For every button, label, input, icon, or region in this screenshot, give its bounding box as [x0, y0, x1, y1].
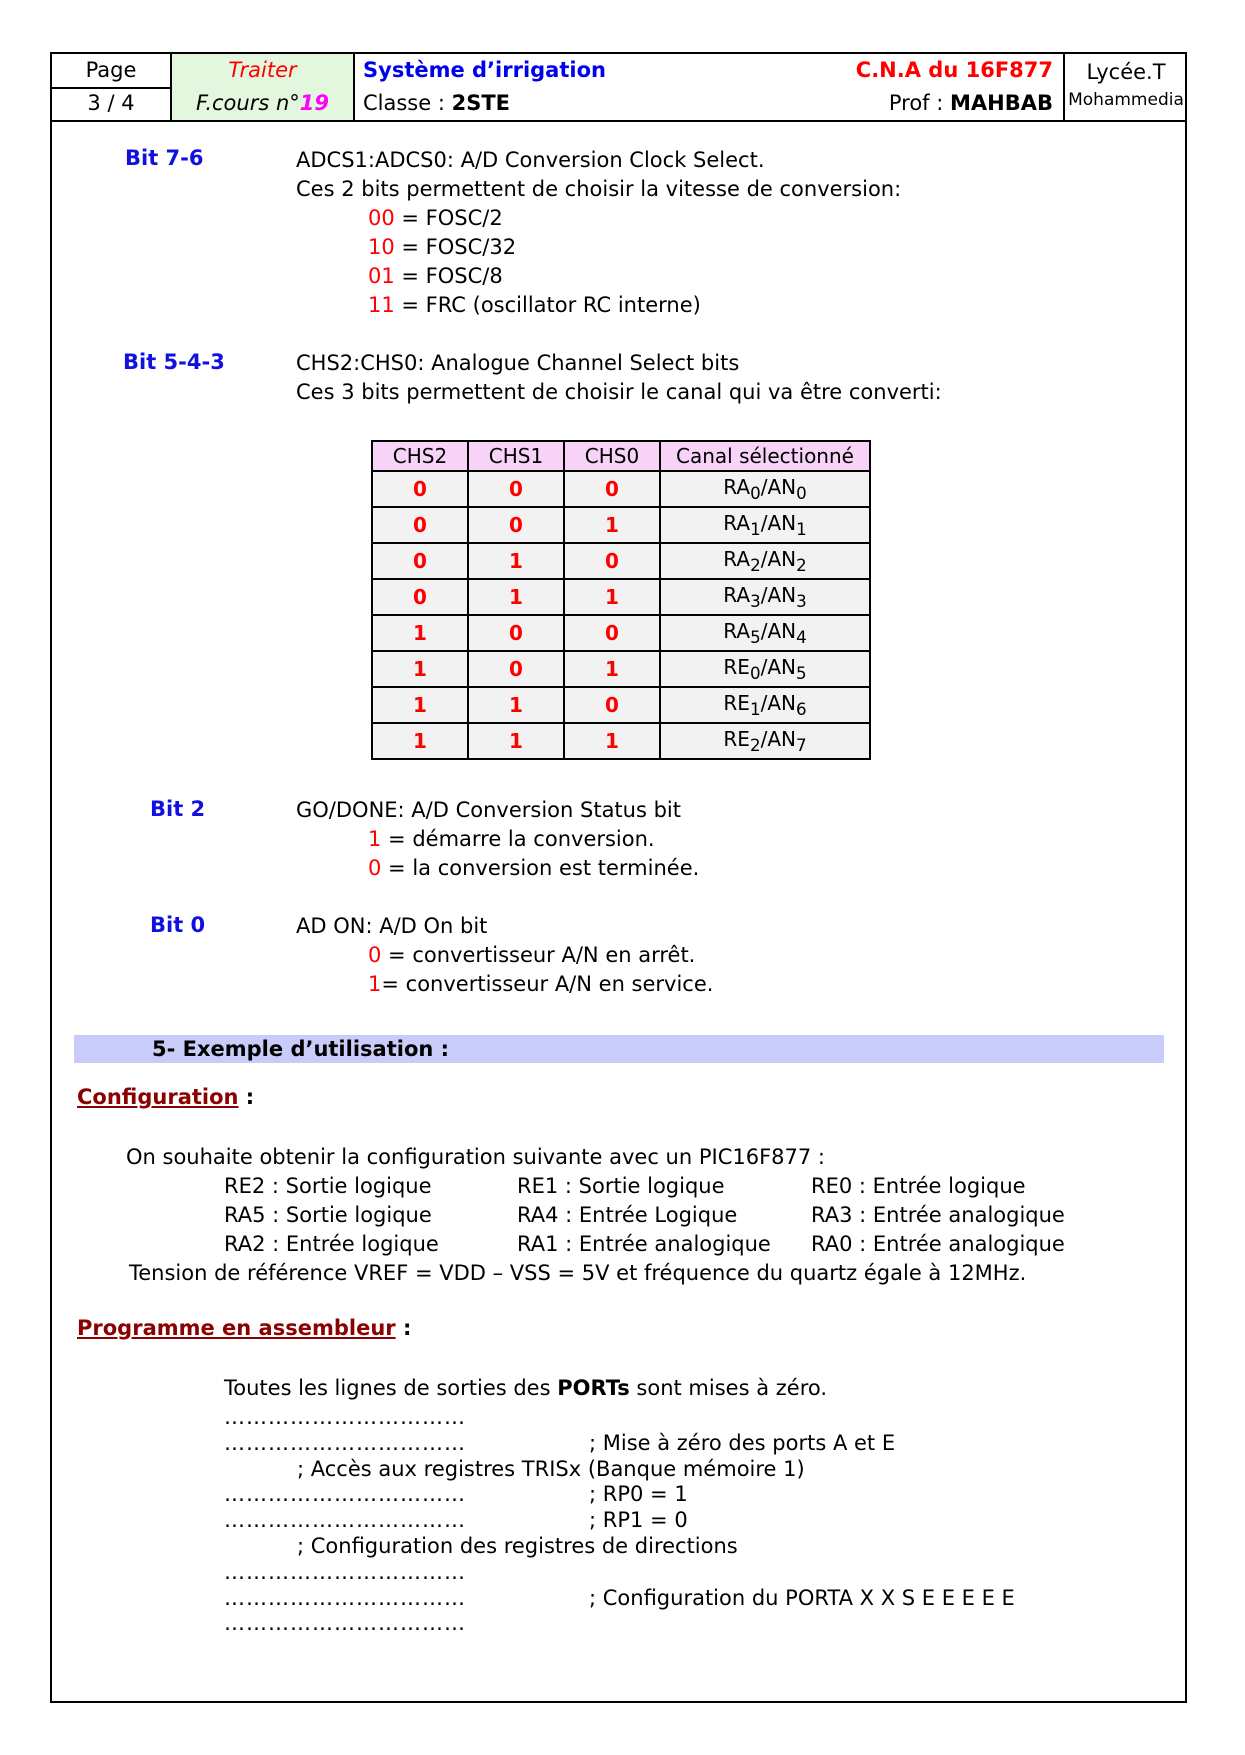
option-code: 0 [368, 943, 382, 967]
config-pin: RA2 : Entrée logique [224, 1232, 439, 1256]
course-prefix: F.cours n° [195, 91, 300, 115]
analog-name: AN [767, 727, 796, 751]
port-name: RE [723, 655, 750, 679]
port-index: 0 [749, 664, 761, 683]
bit-value-cell: 0 [564, 687, 660, 723]
option-text: = FRC (oscillator RC interne) [394, 293, 701, 317]
option-text: = la conversion est terminée. [381, 856, 700, 880]
school-city: Mohammedia [1068, 90, 1184, 110]
separator: / [760, 655, 768, 679]
channel-select-table [371, 440, 871, 760]
intro-bold: PORTs [557, 1376, 630, 1400]
class-value: 2STE [451, 91, 510, 115]
page-header [52, 54, 1185, 122]
separator: / [760, 727, 768, 751]
intro-text: Toutes les lignes de sorties des [224, 1376, 558, 1400]
heading-colon: : [238, 1085, 255, 1109]
code-comment: ; RP1 = 0 [589, 1508, 688, 1533]
bit-value-cell: 0 [372, 507, 468, 543]
bit-value-cell: 0 [372, 543, 468, 579]
option-code: 1 [368, 827, 382, 851]
code-comment: ; Accès aux registres TRISx (Banque mémoire 1) [297, 1456, 805, 1481]
page-label: Page [52, 54, 170, 89]
program-heading [77, 1316, 411, 1340]
separator: / [760, 547, 768, 571]
header-page-cell [52, 54, 172, 120]
table-row [372, 687, 870, 723]
configuration-heading-text: Configuration [77, 1085, 239, 1109]
analog-name: AN [767, 475, 797, 499]
bit0-label: Bit 0 [150, 913, 206, 937]
table-row [372, 471, 870, 507]
course-ref [172, 87, 353, 120]
separator: / [760, 475, 768, 499]
analog-index: 4 [796, 628, 807, 647]
port-index: 1 [749, 700, 761, 719]
section-5-title: 5- Exemple d’utilisation : [152, 1037, 450, 1061]
bit-value-cell: 1 [372, 723, 468, 759]
bit76-option [368, 291, 701, 319]
option-code: 11 [368, 293, 395, 317]
bit-value-cell: 0 [564, 543, 660, 579]
bit2-option [368, 825, 655, 853]
bit-value-cell: 0 [564, 615, 660, 651]
program-heading-text: Programme en assembleur [77, 1316, 396, 1340]
option-text: = convertisseur A/N en arrêt. [381, 943, 696, 967]
port-index: 5 [750, 628, 761, 647]
analog-index: 6 [795, 700, 807, 719]
bit-value-cell: 1 [468, 723, 564, 759]
analog-name: AN [767, 655, 796, 679]
option-text: = convertisseur A/N en service. [381, 972, 714, 996]
separator: / [760, 691, 768, 715]
bit-value-cell: 0 [372, 471, 468, 507]
page-number: 3 / 4 [87, 91, 135, 115]
port-name: RA [723, 619, 751, 643]
system-title: Système d’irrigation [363, 58, 606, 82]
bit-value-cell: 0 [468, 507, 564, 543]
separator: / [760, 619, 768, 643]
prof [889, 87, 1053, 120]
channel-cell [660, 471, 870, 507]
blank-code-line: …………………………… [224, 1508, 466, 1533]
bit-value-cell: 0 [468, 471, 564, 507]
school-name: Lycée.T [1086, 60, 1166, 84]
blank-code-line: …………………………… [224, 1430, 466, 1455]
course-number: 19 [299, 91, 330, 115]
bit-value-cell: 1 [372, 687, 468, 723]
analog-name: AN [767, 511, 797, 535]
analog-index: 7 [795, 736, 807, 755]
analog-index: 5 [795, 664, 807, 683]
blank-code-line: …………………………… [224, 1559, 466, 1584]
channel-cell [660, 687, 870, 723]
bit76-option [368, 233, 516, 261]
class-row [355, 87, 1063, 120]
column-header: CHS2 [372, 441, 468, 471]
prof-name: MAHBAB [950, 91, 1053, 115]
config-pin: RA5 : Sortie logique [224, 1203, 432, 1227]
treat-label: Traiter [228, 58, 297, 82]
config-pin: RA4 : Entrée Logique [517, 1203, 738, 1227]
bit-value-cell: 0 [564, 471, 660, 507]
intro-text: sont mises à zéro. [629, 1376, 828, 1400]
channel-cell [660, 723, 870, 759]
channel-cell [660, 579, 870, 615]
header-title-cell [355, 54, 1065, 120]
bit-value-cell: 1 [468, 579, 564, 615]
analog-index: 3 [796, 592, 807, 611]
code-comment: ; Mise à zéro des ports A et E [589, 1430, 896, 1455]
separator: / [760, 583, 768, 607]
code-comment: ; RP0 = 1 [589, 1482, 688, 1507]
blank-code-line: …………………………… [224, 1482, 466, 1507]
port-index: 0 [750, 484, 761, 503]
bit-value-cell: 1 [468, 687, 564, 723]
code-comment: ; Configuration des registres de directions [297, 1534, 738, 1558]
config-pin: RA0 : Entrée analogique [811, 1232, 1065, 1256]
analog-name: AN [767, 619, 797, 643]
table-row [372, 651, 870, 687]
heading-colon: : [395, 1316, 412, 1340]
option-code: 0 [368, 856, 382, 880]
vref-statement: Tension de référence VREF = VDD – VSS = 5V et fréquence du quartz égale à 12MHz. [129, 1261, 1027, 1285]
column-header: CHS0 [564, 441, 660, 471]
port-name: RE [723, 727, 750, 751]
port-index: 2 [749, 736, 761, 755]
table-row [372, 543, 870, 579]
config-pin: RE2 : Sortie logique [224, 1174, 432, 1198]
bit-value-cell: 0 [372, 579, 468, 615]
separator: / [760, 511, 768, 535]
header-school-cell [1065, 54, 1187, 120]
column-header: CHS1 [468, 441, 564, 471]
channel-cell [660, 615, 870, 651]
subject-title: C.N.A du 16F877 [855, 58, 1053, 82]
channel-cell [660, 507, 870, 543]
bit-value-cell: 1 [564, 507, 660, 543]
program-intro [224, 1374, 827, 1402]
bit-value-cell: 0 [468, 651, 564, 687]
option-text: = FOSC/8 [394, 264, 503, 288]
bit2-title: GO/DONE: A/D Conversion Status bit [296, 798, 681, 822]
port-name: RA [723, 475, 751, 499]
configuration-heading [77, 1085, 254, 1109]
analog-index: 1 [796, 520, 807, 539]
bit76-option [368, 204, 503, 232]
analog-index: 2 [796, 556, 807, 575]
code-comment: ; Configuration du PORTA X X S E E E E E [589, 1585, 1015, 1610]
column-header: Canal sélectionné [660, 441, 870, 471]
bit76-option [368, 262, 503, 290]
bit0-option [368, 941, 695, 969]
bit543-title: CHS2:CHS0: Analogue Channel Select bits [296, 351, 740, 375]
port-name: RA [723, 547, 751, 571]
port-index: 1 [750, 520, 761, 539]
option-text: = FOSC/2 [394, 206, 503, 230]
analog-name: AN [767, 547, 797, 571]
bit-value-cell: 1 [372, 615, 468, 651]
bit2-option [368, 854, 699, 882]
bit-value-cell: 1 [564, 651, 660, 687]
bit0-option [368, 970, 713, 998]
bit76-label: Bit 7-6 [125, 146, 204, 170]
option-text: = démarre la conversion. [381, 827, 655, 851]
analog-name: AN [767, 583, 797, 607]
config-pin: RA3 : Entrée analogique [811, 1203, 1065, 1227]
option-code: 10 [368, 235, 395, 259]
bit543-desc: Ces 3 bits permettent de choisir le canal qui va être converti: [296, 380, 942, 404]
bit76-title: ADCS1:ADCS0: A/D Conversion Clock Select. [296, 148, 765, 172]
configuration-intro: On souhaite obtenir la configuration suivante avec un PIC16F877 : [126, 1145, 825, 1169]
port-index: 3 [750, 592, 761, 611]
port-name: RA [723, 511, 751, 535]
bit-value-cell: 0 [468, 615, 564, 651]
bit76-desc: Ces 2 bits permettent de choisir la vitesse de conversion: [296, 177, 902, 201]
channel-cell [660, 651, 870, 687]
bit-value-cell: 1 [564, 579, 660, 615]
blank-code-line: …………………………… [224, 1585, 466, 1610]
title-row [355, 54, 1063, 87]
section-5-bar [74, 1035, 1164, 1063]
bit-value-cell: 1 [372, 651, 468, 687]
option-code: 1 [368, 972, 382, 996]
config-pin: RE1 : Sortie logique [517, 1174, 725, 1198]
option-text: = FOSC/32 [394, 235, 517, 259]
analog-index: 0 [796, 484, 807, 503]
analog-name: AN [767, 691, 796, 715]
bit-value-cell: 1 [468, 543, 564, 579]
bit0-title: AD ON: A/D On bit [296, 914, 488, 938]
table-row [372, 507, 870, 543]
header-treat-cell [172, 54, 355, 120]
table-header-row [372, 441, 870, 471]
option-code: 00 [368, 206, 395, 230]
config-pin: RE0 : Entrée logique [811, 1174, 1026, 1198]
bit2-label: Bit 2 [150, 797, 206, 821]
class-prefix: Classe : [363, 91, 452, 115]
port-name: RE [723, 691, 750, 715]
table-row [372, 579, 870, 615]
option-code: 01 [368, 264, 395, 288]
table-row [372, 615, 870, 651]
table-row [372, 723, 870, 759]
config-pin: RA1 : Entrée analogique [517, 1232, 771, 1256]
blank-code-line: …………………………… [224, 1611, 466, 1636]
port-name: RA [723, 583, 751, 607]
bit-value-cell: 1 [564, 723, 660, 759]
channel-cell [660, 543, 870, 579]
prof-prefix: Prof : [888, 91, 950, 115]
blank-code-line: …………………………… [224, 1405, 466, 1429]
port-index: 2 [750, 556, 761, 575]
bit543-label: Bit 5-4-3 [123, 350, 225, 374]
